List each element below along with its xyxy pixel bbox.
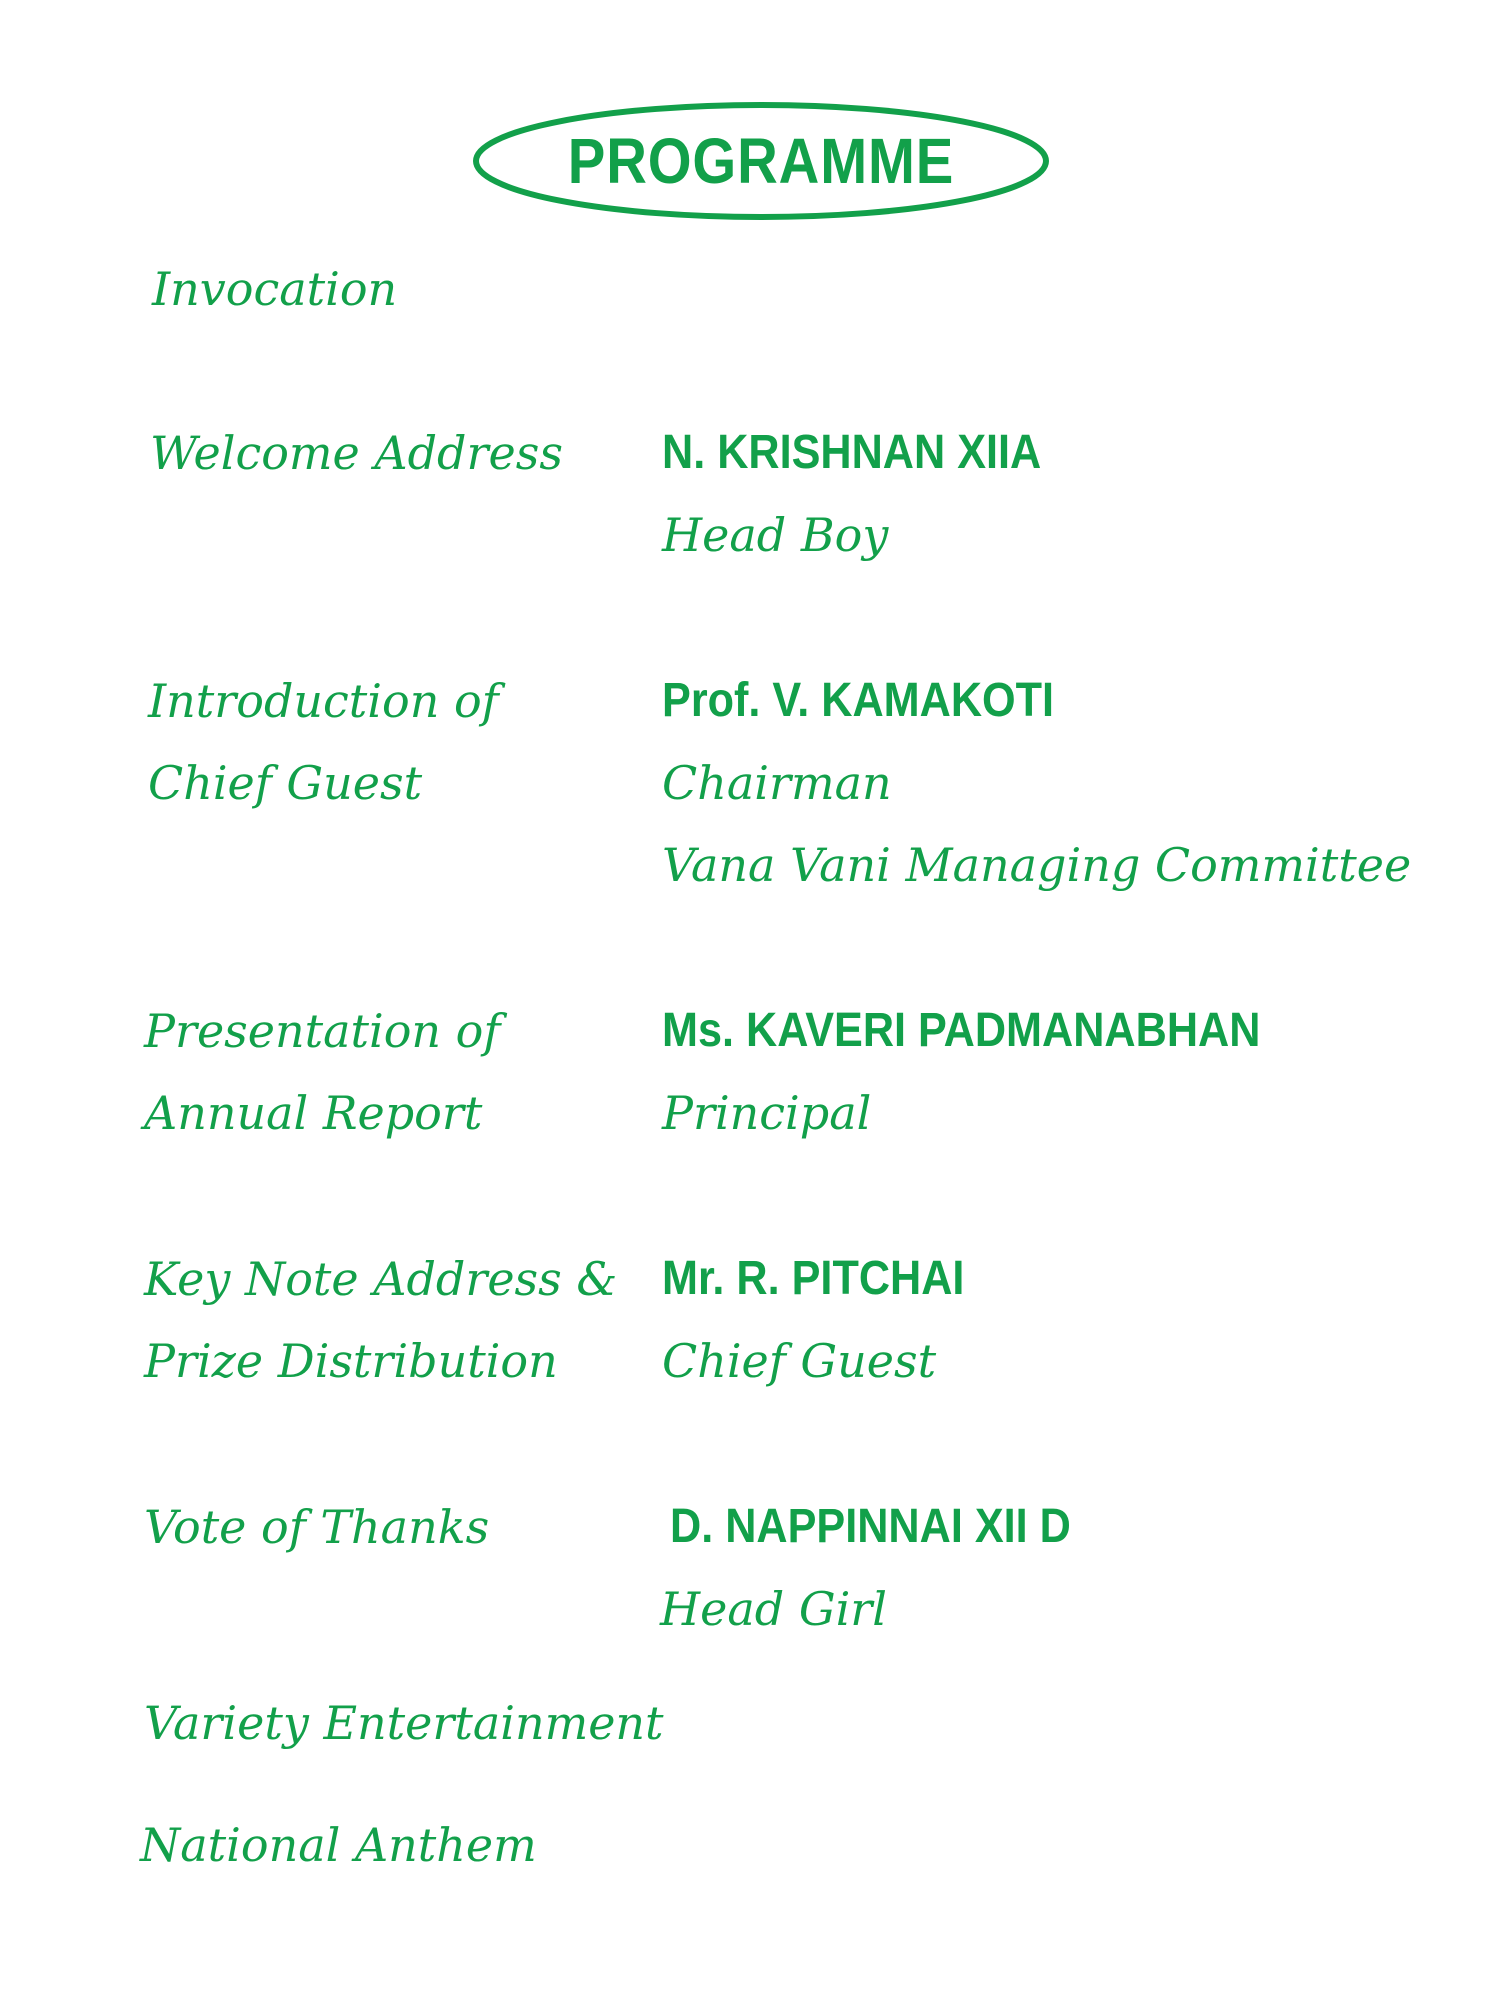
label-line: Chief Guest [148, 756, 423, 810]
item-welcome-role: Head Boy [662, 508, 889, 562]
item-report-role: Principal [662, 1086, 872, 1140]
item-report-label [144, 990, 500, 1154]
label-line: Vote of Thanks [144, 1500, 490, 1554]
item-welcome-name: N. KRISHNAN XIIA [662, 426, 1042, 479]
item-thanks-role: Head Girl [660, 1582, 887, 1636]
item-keynote-label [144, 1238, 617, 1402]
label-line: Introduction of [148, 674, 499, 728]
item-keynote-name: Mr. R. PITCHAI [662, 1252, 965, 1305]
item-welcome-label [150, 412, 563, 494]
label-line: Key Note Address & [144, 1252, 618, 1306]
label-line: Variety Entertainment [144, 1696, 664, 1750]
item-anthem-label [140, 1804, 537, 1886]
item-thanks-label [144, 1486, 489, 1568]
item-invocation-label [152, 248, 397, 330]
label-line: Presentation of [144, 1004, 501, 1058]
item-introduction-label [148, 660, 499, 824]
label-line: Annual Report [144, 1086, 483, 1140]
label-line: National Anthem [140, 1818, 537, 1872]
item-report-name: Ms. KAVERI PADMANABHAN [662, 1004, 1261, 1057]
label-line: Invocation [152, 262, 398, 316]
label-line: Welcome Address [150, 426, 563, 480]
item-introduction-role-1: Chairman [662, 756, 892, 810]
item-entertainment-label [144, 1682, 664, 1764]
label-line: Prize Distribution [144, 1334, 558, 1388]
item-introduction-role-2: Vana Vani Managing Committee [662, 838, 1412, 892]
item-keynote-role: Chief Guest [662, 1334, 937, 1388]
item-introduction-name: Prof. V. KAMAKOTI [662, 674, 1055, 727]
title-oval [470, 100, 1052, 222]
item-thanks-name: D. NAPPINNAI XII D [670, 1500, 1071, 1553]
page-title: PROGRAMME [567, 125, 955, 197]
